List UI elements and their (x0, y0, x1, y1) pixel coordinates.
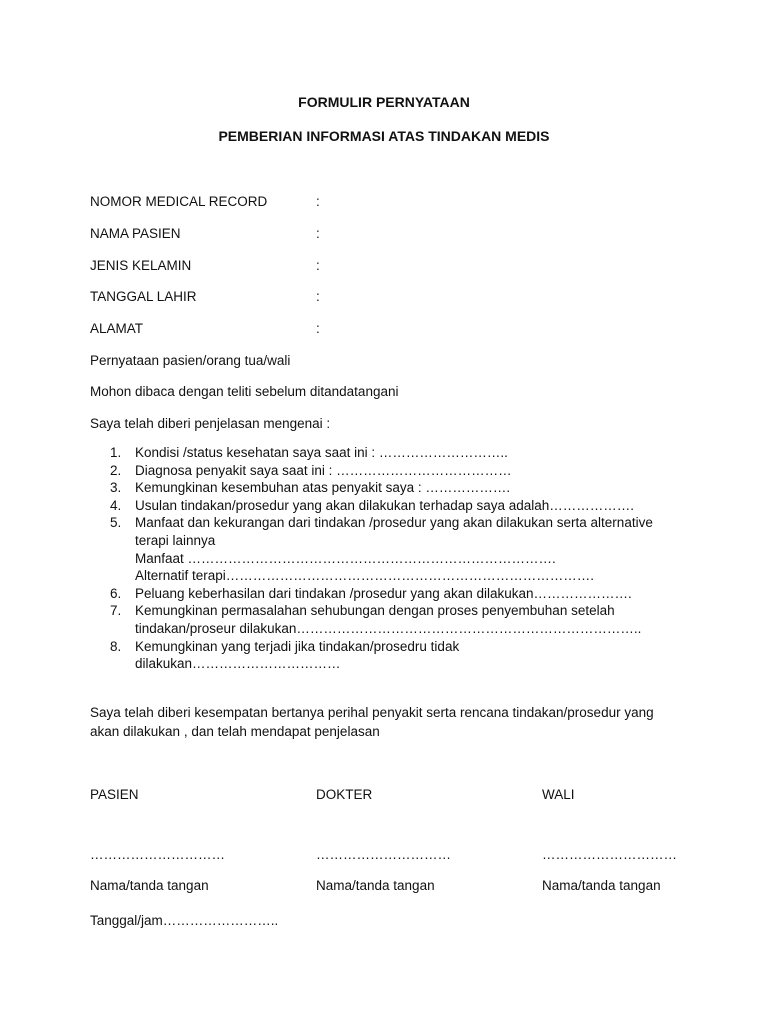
item-number: 4. (110, 497, 122, 513)
item-text: Kondisi /status kesehatan saya saat ini : ……………………….. (135, 445, 508, 460)
item-number: 3. (110, 480, 122, 496)
item-number: 7. (110, 603, 122, 619)
list-item (90, 638, 690, 673)
item-number: 5. (110, 515, 122, 531)
item-text: dilakukan…………………………… (135, 656, 341, 672)
item-text: tindakan/proseur dilakukan………………………………………………………………….. (135, 620, 642, 636)
list-item (90, 444, 690, 462)
item-text: Usulan tindakan/prosedur yang akan dilakukan terhadap saya adalah………………. (135, 497, 635, 513)
item-text: Kemungkinan kesembuhan atas penyakit saya : ………………. (135, 480, 511, 496)
field-address (90, 320, 690, 340)
list-item (90, 602, 690, 637)
field-label: JENIS KELAMIN (90, 258, 192, 273)
list-item (90, 497, 690, 515)
item-number: 1. (110, 445, 122, 460)
item-text: Manfaat ………………………………………………………………………. (135, 550, 556, 566)
signature-dots: ………………………… (316, 847, 451, 863)
signature-dots: ………………………… (542, 847, 677, 863)
signature-role: PASIEN (90, 787, 139, 802)
field-patient-name (90, 225, 690, 245)
explanation-list (90, 444, 690, 673)
field-gender (90, 257, 690, 277)
field-colon: : (316, 258, 320, 273)
field-colon: : (316, 226, 320, 241)
list-item (90, 479, 690, 497)
field-label: ALAMAT (90, 321, 144, 336)
field-colon: : (316, 194, 320, 209)
form-title: FORMULIR PERNYATAAN (298, 94, 470, 110)
date-time-line: Tanggal/jam…………………….. (90, 913, 279, 928)
form-subtitle: PEMBERIAN INFORMASI ATAS TINDAKAN MEDIS (218, 128, 550, 144)
item-number: 8. (110, 638, 122, 654)
item-text: Manfaat dan kekurangan dari tindakan /prosedur yang akan dilakukan serta alternative (135, 515, 653, 531)
signature-role: DOKTER (316, 787, 373, 802)
field-medical-record (90, 193, 690, 213)
signature-dots: ………………………… (90, 847, 225, 863)
field-label: TANGGAL LAHIR (90, 289, 197, 304)
intro-text: Saya telah diberi penjelasan mengenai : (90, 416, 331, 431)
item-text: Kemungkinan yang terjadi jika tindakan/prosedru tidak (135, 638, 460, 654)
field-colon: : (316, 289, 320, 304)
item-text: Alternatif terapi………………………………………………………………………. (135, 568, 595, 584)
closing-paragraph: Saya telah diberi kesempatan bertanya perihal penyakit serta rencana tindakan/prosedur yang akan dilakukan , dan telah mendapat penjelasan (90, 705, 654, 739)
item-number: 2. (110, 462, 122, 478)
list-item (90, 514, 690, 584)
field-colon: : (316, 321, 320, 336)
field-label: NAMA PASIEN (90, 226, 181, 241)
item-text: terapi lainnya (135, 532, 216, 548)
item-text: Diagnosa penyakit saya saat ini : ………………………………… (135, 462, 512, 478)
signature-guardian (542, 786, 677, 896)
signature-role: WALI (542, 787, 575, 802)
item-text: Kemungkinan permasalahan sehubungan dengan proses penyembuhan setelah (135, 603, 615, 619)
signature-patient (90, 786, 225, 896)
list-item (90, 462, 690, 480)
field-birth-date (90, 288, 690, 308)
list-item (90, 585, 690, 603)
signature-caption: Nama/tanda tangan (90, 878, 209, 894)
field-label: NOMOR MEDICAL RECORD (90, 194, 268, 209)
read-notice: Mohon dibaca dengan teliti sebelum ditandatangani (90, 384, 399, 399)
signature-caption: Nama/tanda tangan (316, 878, 435, 894)
item-text: Peluang keberhasilan dari tindakan /prosedur yang akan dilakukan…………………. (135, 585, 632, 601)
signature-caption: Nama/tanda tangan (542, 878, 661, 894)
signature-doctor (316, 786, 451, 896)
statement-line: Pernyataan pasien/orang tua/wali (90, 353, 291, 368)
item-number: 6. (110, 585, 122, 601)
